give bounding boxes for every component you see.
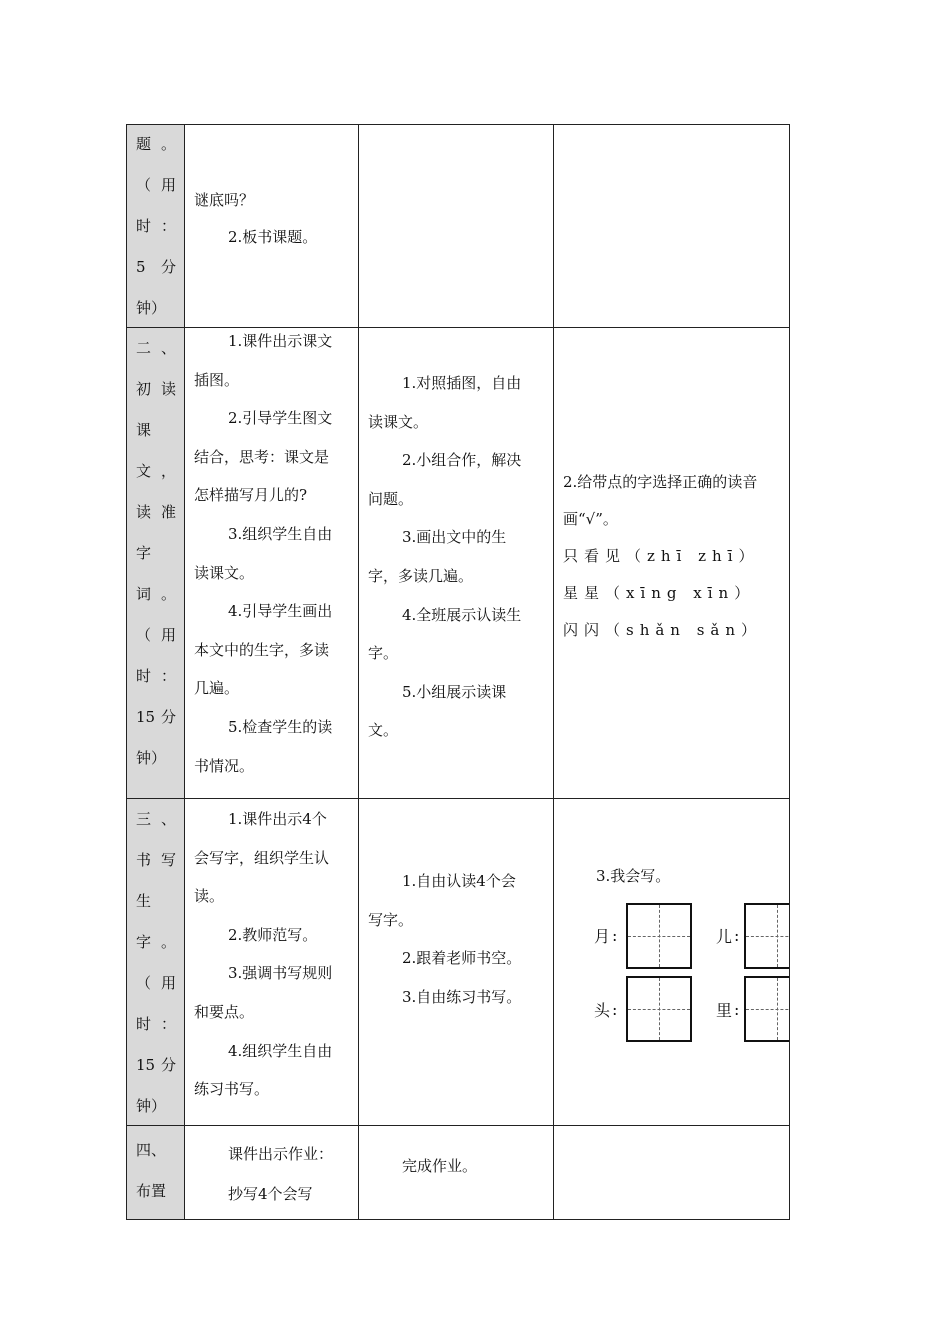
student-activity-4: 完成作业。 [402,1157,478,1175]
col-border [358,124,359,1220]
writing-grid-box[interactable] [626,903,692,969]
col-border [789,124,790,1220]
practice-2: 2.给带点的字选择正确的读音 画“√”。 只看见（zhī zhī） 星星（xīng xīn） 闪闪（shǎn sǎn） [563,473,763,639]
row-border [126,798,790,799]
student-activity-3: 1.自由认读4个会 写字。 2.跟着老师书空。 3.自由练习书写。 [368,872,522,1006]
col-border [184,124,185,1220]
stage-cell-4: 四、 布置 [126,1126,184,1220]
lesson-plan-table [126,124,790,1220]
write-char-label: 儿 [716,927,733,946]
stage-cell-3: 三 、 书 写 生 字 。 （ 用 时 ： 15 分 钟） [126,799,184,1125]
row-border [126,1125,790,1126]
stage-cell-1: 题 。 （ 用 时 ： 5 分 钟） [126,124,184,327]
practice-title-3: 3.我会写。 [596,867,671,885]
row-border [126,124,790,125]
stage-cell-2: 二 、 初 读 课 文 ， 读 准 字 词 。 （ 用 时 ： 15 分 钟） [126,328,184,798]
teacher-activity-2: 1.课件出示课文 插图。 2.引导学生图文 结合，思考：课文是 怎样描写月儿的? 3.组织学生自由 读课文。 4.引导学生画出 本文中的生字，多读 几遍。 5.检查学生的读 书情况。 [194,332,333,775]
writing-grid-box[interactable] [626,976,692,1042]
write-char-label: 月 [594,927,611,946]
teacher-activity-1: 谜底吗？ 2.板书课题。 [194,191,318,246]
teacher-activity-3: 1.课件出示4个 会写字，组织学生认 读。 2.教师范写。 3.强调书写规则 和要点。 4.组织学生自由 练习书写。 [194,810,333,1099]
teacher-activity-4: 课件出示作业： 抄写4个会写 [228,1145,334,1203]
writing-practice-area: 月 : 儿 : 头 : 里 : [554,800,789,1125]
student-activity-2: 1.对照插图，自由 读课文。 2.小组合作，解决 问题。 3.画出文中的生 字，多读几遍。 4.全班展示认读生 字。 5.小组展示读课 文。 [368,374,522,740]
write-char-label: 头 [594,1001,611,1020]
write-char-label: 里 [716,1001,733,1020]
row-border [126,1219,790,1220]
col-border [126,124,127,1220]
writing-grid-box[interactable] [744,976,789,1042]
writing-grid-box[interactable] [744,903,789,969]
